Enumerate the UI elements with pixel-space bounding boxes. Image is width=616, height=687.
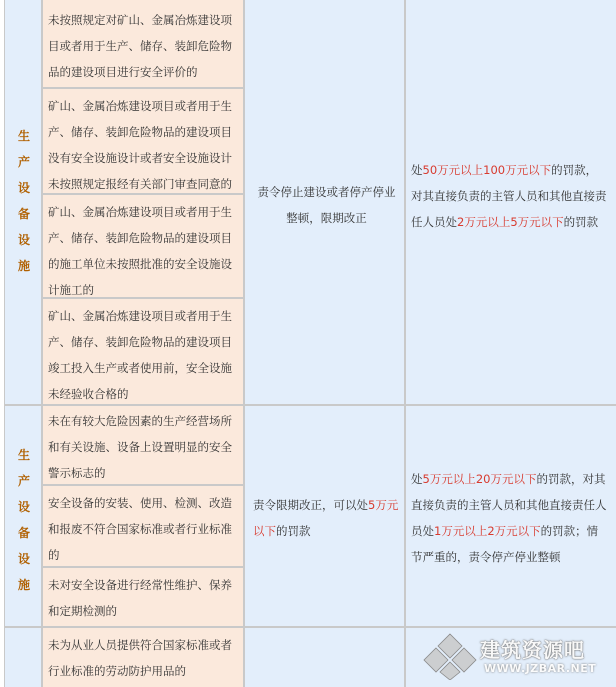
violation-cell: [42, 485, 244, 567]
penalty-plain: 的罚款: [563, 215, 599, 229]
measure-cell: [244, 627, 405, 687]
violation-text: 未在有较大危险因素的生产经营场所和有关设施、设备上设置明显的安全警示标志的: [48, 414, 232, 480]
violation-text: 矿山、金属冶炼建设项目或者用于生产、储存、装卸危险物品的建设项目竣工投入生产或者使用前，安全设施未经验收合格的: [48, 309, 232, 401]
category-cell: [4, 0, 42, 405]
violation-cell: [42, 567, 244, 627]
penalty-plain: 的罚款，对其直接负责的主管人员和其他直接责任人员处: [411, 472, 607, 538]
penalty-plain: 的罚款，对其直接负责的主管人员和其他直接责任人员处: [411, 163, 607, 229]
violation-cell: [42, 194, 244, 298]
penalty-plain: 处: [411, 163, 423, 177]
violation-cell: [42, 298, 244, 405]
violation-text: 矿山、金属冶炼建设项目或者用于生产、储存、装卸危险物品的建设项目没有安全设施设计或者安全设施设计未按照规定报经有关部门审查同意的: [48, 99, 232, 191]
penalty-text: [411, 466, 607, 570]
fine-amount: 1万元以上2万元以下: [434, 524, 541, 538]
measure-cell: [244, 405, 405, 627]
fine-amount: 5万元以下: [253, 498, 399, 538]
fine-amount: 2万元以上5万元以下: [457, 215, 564, 229]
penalty-text: [411, 157, 607, 235]
category-label: 生产设备设施: [17, 129, 30, 273]
measure-text: [253, 492, 399, 544]
watermark: [422, 632, 608, 682]
violation-cell: [42, 88, 244, 194]
category-cell: [4, 627, 42, 687]
penalty-plain: 处: [411, 472, 423, 486]
category-cell: [4, 405, 42, 627]
violation-text: 安全设备的安装、使用、检测、改造和报废不符合国家标准或者行业标准的: [48, 496, 232, 562]
watermark-logo-icon: [422, 632, 478, 680]
penalty-plain: 的罚款；情节严重的，责令停产停业整顿: [411, 524, 599, 564]
fine-amount: 50万元以上100万元以下: [422, 163, 552, 177]
category-label: 生产设备设施: [17, 448, 30, 592]
fine-amount: 5万元以上20万元以下: [422, 472, 537, 486]
measure-text-plain: 责令限期改正，可以处: [253, 498, 368, 512]
watermark-url: WWW.JZBAR.NET: [484, 662, 597, 675]
violation-cell: [42, 405, 244, 485]
penalty-cell: [405, 0, 616, 405]
penalty-cell: [405, 405, 616, 627]
watermark-name: 建筑资源吧: [480, 638, 585, 662]
measure-cell: [244, 0, 405, 405]
violation-text: 矿山、金属冶炼建设项目或者用于生产、储存、装卸危险物品的建设项目的施工单位未按照批准的安全设施设计施工的: [48, 205, 232, 297]
measure-text-plain: 的罚款: [276, 524, 311, 538]
violation-text: 未对安全设备进行经常性维护、保养和定期检测的: [48, 578, 232, 618]
measure-text: 责令停止建设或者停产停业整顿，限期改正: [257, 185, 396, 225]
violation-cell: [42, 627, 244, 687]
violation-cell: [42, 0, 244, 88]
violation-text: 未按照规定对矿山、金属冶炼建设项目或者用于生产、储存、装卸危险物品的建设项目进行安全评价的: [48, 13, 232, 79]
violation-text: 未为从业人员提供符合国家标准或者行业标准的劳动防护用品的: [48, 638, 232, 678]
